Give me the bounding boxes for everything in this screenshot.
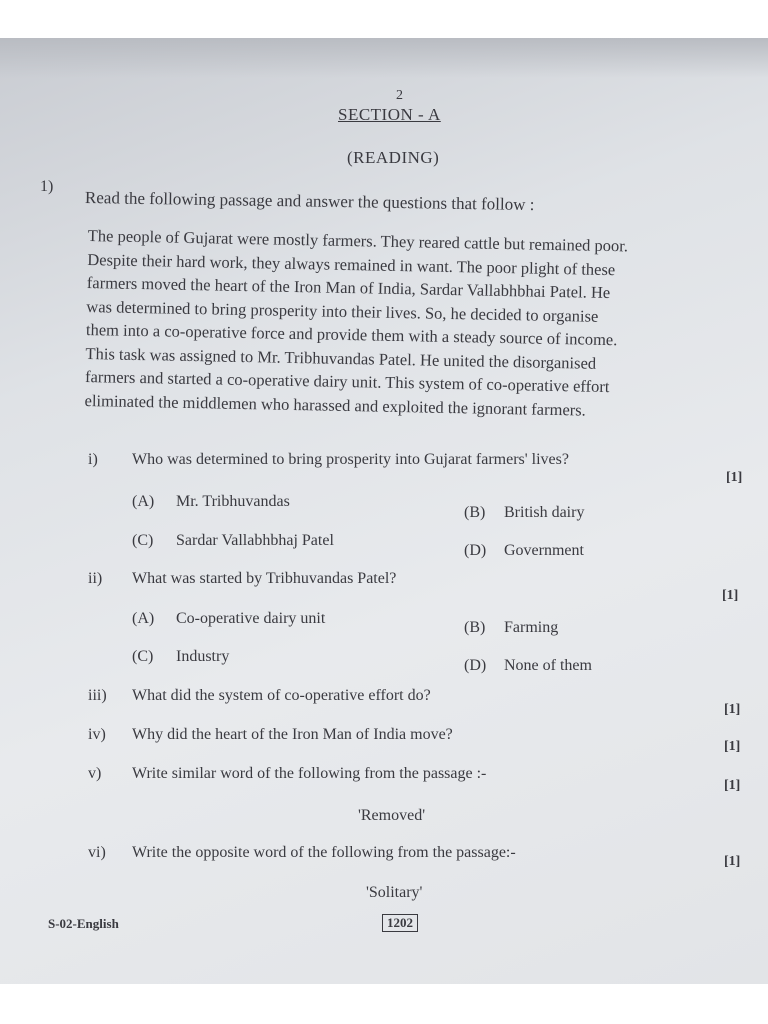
passage-line: them into a co-operative force and provide them with a steady source of income. — [85, 319, 618, 350]
subquestion-number: ii) — [88, 570, 103, 587]
option-text: Farming — [504, 619, 559, 636]
page-shadow — [0, 38, 768, 78]
section-subtitle: (READING) — [347, 148, 440, 167]
passage-line: farmers and started a co-operative dairy unit. This system of co-operative effort — [84, 366, 610, 397]
marks-label: [1] — [724, 778, 741, 793]
subquestion-text: Why did the heart of the Iron Man of India move? — [132, 726, 453, 743]
marks-label: [1] — [724, 739, 741, 754]
option-b — [464, 504, 584, 522]
option-label: (B) — [464, 619, 486, 636]
subquestion-text: Who was determined to bring prosperity into Gujarat farmers' lives? — [132, 451, 569, 468]
option-label: (C) — [132, 532, 154, 549]
passage-line: This task was assigned to Mr. Tribhuvandas Patel. He united the disorganised — [85, 343, 597, 373]
subquestion-number: vi) — [88, 844, 106, 861]
option-text: British dairy — [504, 504, 585, 521]
option-c — [132, 648, 229, 666]
subquestion-number: iii) — [88, 687, 107, 704]
option-label: (A) — [132, 493, 155, 510]
marks-label: [1] — [724, 854, 741, 869]
paper-code: S-02-English — [48, 916, 119, 931]
subquestion-number: i) — [88, 451, 98, 468]
option-d — [464, 657, 592, 675]
exam-page — [0, 38, 768, 984]
passage-line: farmers moved the heart of the Iron Man of India, Sardar Vallabhbhai Patel. He — [86, 272, 611, 303]
subquestion-text: Write the opposite word of the following from the passage:- — [132, 844, 516, 861]
passage-line: Despite their hard work, they always remained in want. The poor plight of these — [87, 249, 616, 279]
option-a — [132, 493, 290, 511]
marks-label: [1] — [726, 470, 743, 485]
subquestion-text: Write similar word of the following from the passage :- — [132, 765, 487, 782]
option-label: (C) — [132, 648, 154, 665]
section-title: SECTION - A — [338, 105, 441, 124]
option-text: None of them — [504, 657, 592, 674]
question-number: 1) — [40, 178, 54, 195]
given-word: 'Solitary' — [366, 884, 423, 901]
option-label: (B) — [464, 504, 486, 521]
subquestion-number: iv) — [88, 726, 106, 743]
option-b — [464, 619, 558, 637]
subquestion-number: v) — [88, 765, 102, 782]
option-text: Industry — [176, 648, 230, 665]
subquestion-text: What was started by Tribhuvandas Patel? — [132, 570, 397, 587]
question-instruction: Read the following passage and answer the questions that follow : — [84, 188, 535, 215]
option-d — [464, 542, 584, 560]
passage-line: The people of Gujarat were mostly farmers. They reared cattle but remained poor. — [87, 225, 629, 256]
option-label: (D) — [464, 657, 487, 674]
option-a — [132, 610, 325, 628]
subquestion-text: What did the system of co-operative effort do? — [132, 687, 431, 704]
option-text: Co-operative dairy unit — [176, 610, 326, 627]
marks-label: [1] — [722, 588, 739, 603]
option-c — [132, 532, 334, 550]
boxed-number: 1202 — [382, 914, 418, 932]
marks-label: [1] — [724, 702, 741, 717]
page-number: 2 — [396, 88, 403, 103]
option-label: (A) — [132, 610, 155, 627]
option-text: Mr. Tribhuvandas — [176, 493, 290, 510]
passage-line: was determined to bring prosperity into their lives. So, he decided to organise — [86, 296, 599, 326]
passage-line: eliminated the middlemen who harassed and exploited the ignorant farmers. — [84, 390, 586, 420]
option-label: (D) — [464, 542, 487, 559]
option-text: Government — [504, 542, 584, 559]
given-word: 'Removed' — [358, 807, 426, 824]
reading-passage — [84, 224, 755, 425]
option-text: Sardar Vallabhbhaj Patel — [176, 532, 334, 549]
